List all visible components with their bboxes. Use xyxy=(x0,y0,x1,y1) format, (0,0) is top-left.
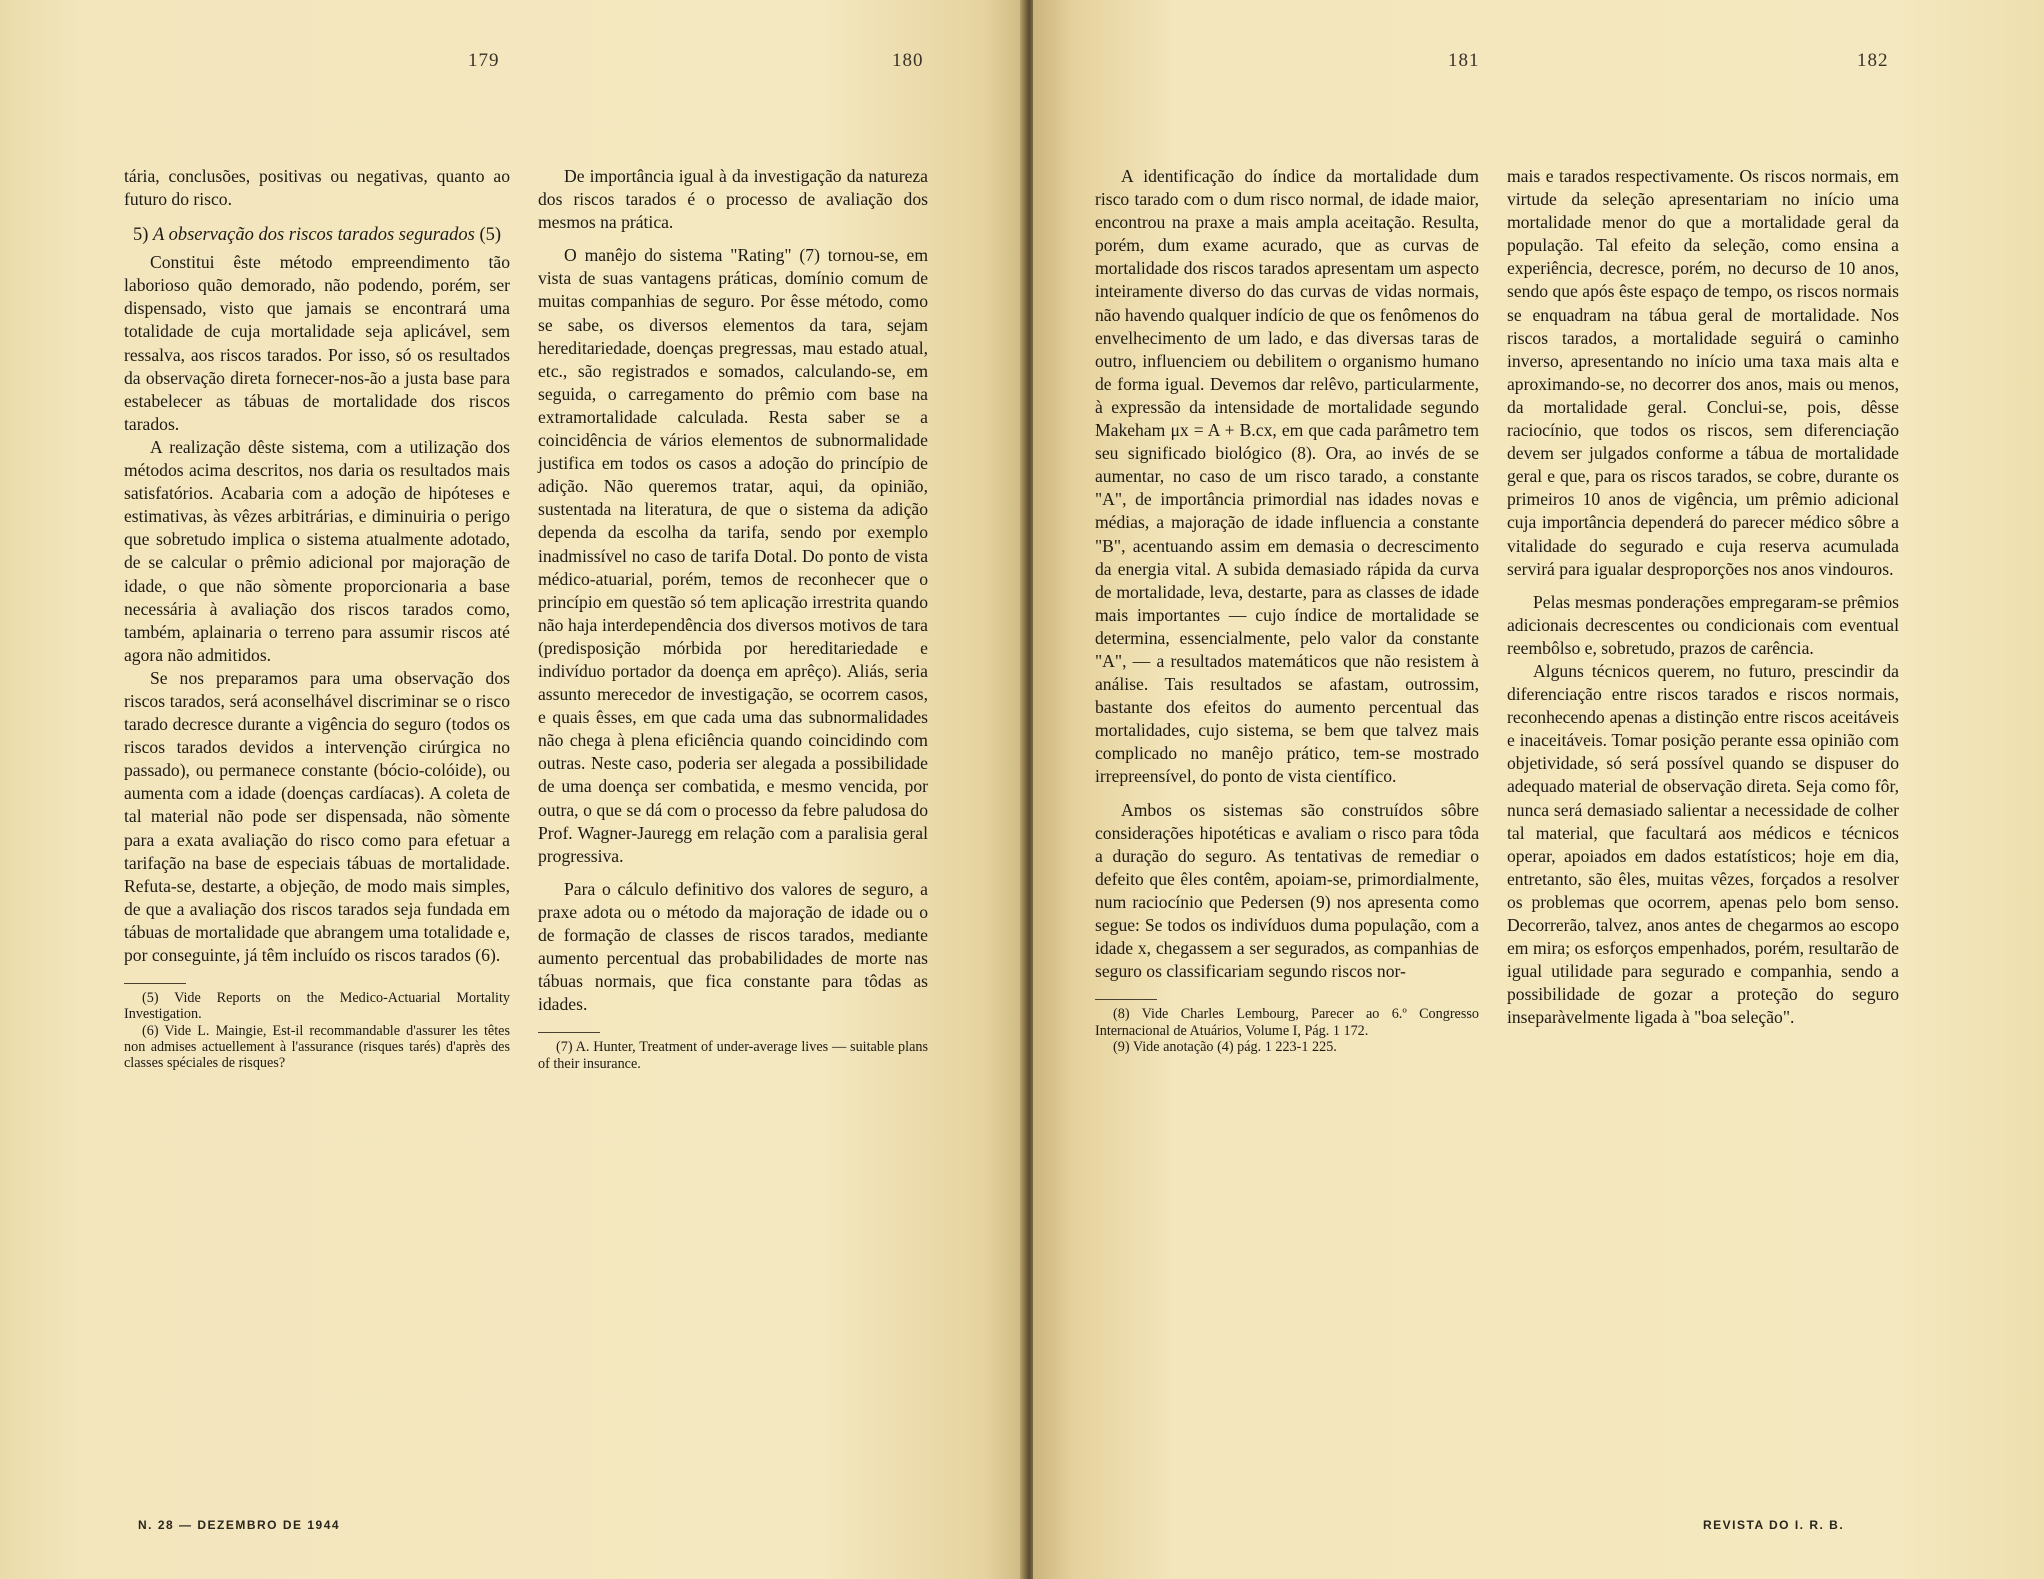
page-number-182: 182 xyxy=(1857,50,1889,71)
footer-journal: REVISTA DO I. R. B. xyxy=(1703,1518,1845,1532)
paragraph-text: , em que cada parâmetro tem seu significado biológico (8). Ora, ao invés de se aumentar, no caso de um risco tarado, a constante "A", de importância primordial nas idades novas e médias, a majoração de idade influencia a constante "B", acentuando assim em demasia o decrescimento da energia vital. A subida demasiado rápida da curva de mortalidade, leva, destarte, para as classes de idade mais importantes — cujo índice de mortalidade se determina, essencialmente, pelo valor da constante "A", — a resultados matemáticos que não resistem à análise. Tais resultados se afastam, outrossim, bastante dos efeitos do aumento percentual das mortalidades, cujo sistema, se bem que talvez mais complicado no manêjo prático, tem-se mostrado irrepreensível, do ponto de vista científico. xyxy=(1095,420,1480,787)
paragraph xyxy=(1095,165,1479,789)
footnote-6: (6) Vide L. Maingie, Est-il recommandable d'assurer les têtes non admises actuellement à l'assurance (risques tarés) d'après des classes spéciales de risques? xyxy=(124,1022,510,1072)
column-page-182 xyxy=(1507,165,1899,1029)
paragraph: tária, conclusões, positivas ou negativas, quanto ao futuro do risco. xyxy=(124,166,510,210)
footnote-7: (7) A. Hunter, Treatment of under-average lives — suitable plans of their insurance. xyxy=(538,1039,928,1072)
section-heading-number: 5) xyxy=(132,225,149,246)
page-number-180: 180 xyxy=(892,50,924,71)
paragraph: Ambos os sistemas são construídos sôbre considerações hipotéticas e avaliam o risco para tôda a duração do seguro. As tentativas de remediar o defeito que êles contêm, apoiam-se, primordialmente, num raciocínio que Pedersen (9) nos apresenta como segue: Se todos os indivíduos duma população, com a idade x, chegassem a ser segurados, as companhias de seguro os classificariam segundo riscos nor- xyxy=(1095,799,1479,982)
footnotes xyxy=(1095,1006,1479,1055)
footnotes xyxy=(124,990,510,1071)
footnote-5: (5) Vide Reports on the Medico-Actuarial Mortality Investigation. xyxy=(124,990,510,1023)
paragraph: Constitui êste método empreendimento tão laborioso quão demorado, não podendo, porém, ser dispensado, visto que jamais se encontrará uma totalidade de cuja mortalidade seja aplicável, sem ressalva, aos riscos tarados. Por isso, só os resultados da observação direta fornecer-nos-ão a justa base para estabelecer as tábuas de mortalidade dos riscos tarados. xyxy=(124,252,510,434)
footnotes xyxy=(538,1039,928,1072)
footnote-divider xyxy=(1095,999,1157,1000)
column-page-180 xyxy=(538,165,928,1072)
page-number-179: 179 xyxy=(468,50,500,71)
section-heading-ref: (5) xyxy=(479,225,502,246)
column-page-181 xyxy=(1095,165,1479,1055)
footnote-divider xyxy=(538,1032,600,1033)
footnote-divider xyxy=(124,983,186,984)
paragraph-text: A identificação do índice da mortalidade dum risco tarado com o dum risco normal, de idade maior, encontrou na praxe a mais ampla aceitação. Resulta, porém, dum exame acurado, que as curvas de mortalidade dos riscos tarados apresentam um aspecto inteiramente diverso do das curvas de vidas normais, não havendo qualquer indício de que os fenômenos do envelhecimento de um lado, e das diversas taras de outro, influenciem ou debilitem o organismo humano de forma igual. Devemos dar relêvo, particularmente, à expressão da intensidade de mortalidade segundo Makeham xyxy=(1095,166,1479,441)
paragraph: Para o cálculo definitivo dos valores de seguro, a praxe adota ou o método da majoração de idade ou o de formação de classes de riscos tarados, mediante aumento percentual das probabilidades de morte nas tábuas normais, que fica constante para tôdas as idades. xyxy=(538,878,928,1015)
paragraph: mais e tarados respectivamente. Os riscos normais, em virtude da seleção apresentariam no início uma mortalidade menor do que a mortalidade geral da população. Tal efeito da seleção, como ensina a experiência, decresce, porém, no decurso de 10 anos, sendo que após êste espaço de tempo, os riscos normais se enquadram na tábua geral de mortalidade. Nos riscos tarados, a mortalidade seguirá o caminho inverso, apresentando no início uma taxa mais alta e aproximando-se, no decorrer dos anos, mais ou menos, da mortalidade geral. Conclui-se, pois, dêsse raciocínio, que todos os riscos, sem diferenciação devem ser julgados conforme a tábua de mortalidade geral e que, para os riscos tarados, se cobre, durante os primeiros 10 anos de vigência, um prêmio adicional cuja importância dependerá do parecer médico sôbre a vitalidade do segurado e cuja reserva acumulada servirá para igualar desproporções nos anos vindouros. xyxy=(1507,166,1899,579)
paragraph: O manêjo do sistema "Rating" (7) tornou-se, em vista de suas vantagens práticas, domínio comum de muitas companhias de seguro. Por êsse método, como se sabe, os diversos elementos da tara, sejam hereditariedade, doenças pregressas, mau estado atual, etc., são registrados e somados, calculando-se, em seguida, o carregamento do prêmio com base na extramortalidade calculada. Resta saber se a coincidência de vários elementos de subnormalidade justifica em todos os casos a adoção do princípio de adição. Não queremos tratar, aqui, da opinião, sustentada na literatura, de que o sistema da adição dependa da escolha da tarifa, sendo por exemplo inadmissível no caso de tarifa Dotal. Do ponto de vista médico-atuarial, porém, temos de reconhecer que o princípio em questão só tem aplicação irrestrita quando não haja interdependência dos diversos motivos de tara (predisposição mórbida por hereditariedade e indivíduo portador da doença em aprêço). Aliás, seria assunto merecedor de investigação, se ocorrem casos, e quais êsses, em que cada uma das subnormalidades não chega à plena eficiência quando coincidindo com outras. Neste caso, poderia ser alegada a possibilidade de uma doença ser combatida, e mesmo vencida, por outra, o que se dá com o processo da febre paludosa do Prof. Wagner-Jauregg em relação com a paralisia geral progressiva. xyxy=(538,245,928,866)
paragraph: Alguns técnicos querem, no futuro, prescindir da diferenciação entre riscos tarados e riscos normais, reconhecendo apenas a distinção entre riscos aceitáveis e inaceitáveis. Tomar posição perante essa opinião com objetividade, só será possível quando se dispuser do adequado material de observação direta. Seja como fôr, nunca será demasiado salientar a necessidade de colher tal material, que facultará aos médicos e técnicos operar, apoiados em dados estatísticos; hoje em dia, entretanto, são êles, muitas vêzes, forçados a resolver os problemas que ocorrem, apenas pelo bom senso. Decorrerão, talvez, anos antes de chegarmos ao escopo em mira; os esforços empenhados, porém, resultarão de igual utilidade para segurado e companhia, sendo a possibilidade de gozar a proteção do seguro inseparàvelmente ligada à "boa seleção". xyxy=(1507,660,1899,1028)
footnote-8: (8) Vide Charles Lembourg, Parecer ao 6.º Congresso Internacional de Atuários, Volume I, Pág. 1 172. xyxy=(1095,1006,1479,1039)
page-number-181: 181 xyxy=(1448,50,1480,71)
makeham-formula: μx = A + B.cx xyxy=(1170,420,1273,441)
paragraph: De importância igual à da investigação da natureza dos riscos tarados é o processo de avaliação dos mesmos na prática. xyxy=(538,166,928,233)
footnote-9: (9) Vide anotação (4) pág. 1 223-1 225. xyxy=(1113,1038,1337,1055)
section-heading xyxy=(124,223,510,247)
paragraph: Pelas mesmas ponderações empregaram-se prêmios adicionais decrescentes ou condicionais com eventual reembôlso e, sobretudo, prazos de carência. xyxy=(1507,591,1899,658)
section-heading-title: A observação dos riscos tarados segurados xyxy=(152,225,475,246)
footer-issue: N. 28 — DEZEMBRO DE 1944 xyxy=(138,1518,341,1532)
column-page-179 xyxy=(124,165,510,1072)
paragraph: A realização dêste sistema, com a utilização dos métodos acima descritos, nos daria os resultados mais satisfatórios. Acabaria com a adoção de hipóteses e estimativas, às vêzes arbitrárias, e diminuiria o perigo que sobretudo implica o sistema atualmente adotado, de se calcular o prêmio adicional por majoração de idade, o que não sòmente proporcionaria a base necessária à avaliação dos riscos tarados como, também, aplainaria o terreno para assumir riscos até agora não admitidos. xyxy=(124,436,510,665)
right-page xyxy=(1033,0,2044,1579)
paragraph: Se nos preparamos para uma observação dos riscos tarados, será aconselhável discriminar se o risco tarado decresce durante a vigência do seguro (todos os riscos tarados devidos a intervenção cirúrgica no passado), ou permanece constante (bócio-colóide), ou aumenta com a idade (doenças cardíacas). A coleta de tal material não pode ser dispensada, não sòmente para a exata avaliação do risco como para efetuar a tarifação na base de especiais tábuas de mortalidade. Refuta-se, destarte, a objeção, de modo mais simples, de que a avaliação dos riscos tarados seja fundada em tábuas de mortalidade que abrangem uma totalidade e, por conseguinte, já têm incluído os riscos tarados (6). xyxy=(124,667,510,965)
